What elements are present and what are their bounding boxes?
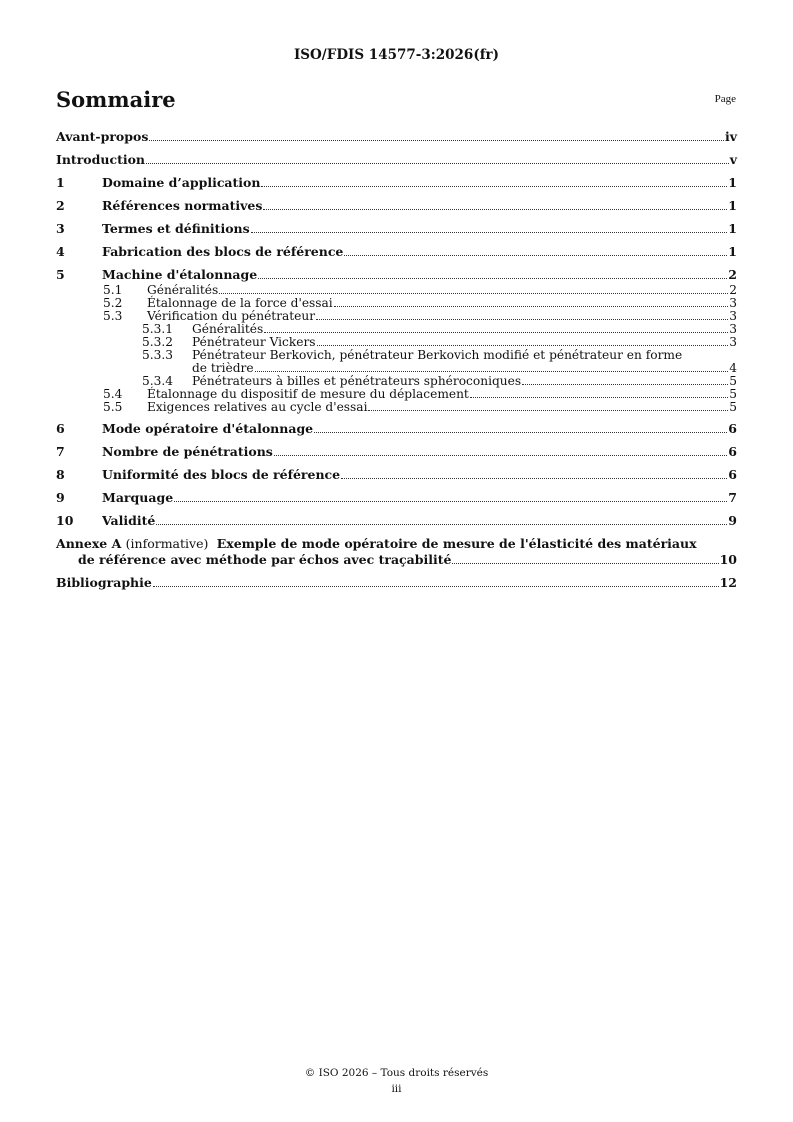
toc-entry-title: Introduction	[56, 152, 146, 167]
dot-leader	[261, 186, 727, 187]
toc-entry-5-5[interactable]	[56, 401, 737, 414]
toc-entry-number: 5.3.3	[142, 348, 174, 362]
dot-leader	[452, 563, 718, 564]
dot-leader	[264, 332, 728, 333]
page-number: iii	[391, 1083, 402, 1095]
toc-entry-page: 1	[728, 175, 737, 190]
toc-entry-number: 5.4	[103, 387, 123, 401]
toc-entry-title-line2: de référence avec méthode par échos avec traçabilité	[78, 552, 452, 567]
toc-entry-title: Nombre de pénétrations	[102, 444, 273, 459]
toc-entry-title: Généralités	[192, 322, 264, 336]
toc-entry-9[interactable]	[56, 490, 737, 506]
dot-leader	[314, 432, 727, 433]
dot-leader	[317, 345, 729, 346]
toc-entry-number: 9	[56, 490, 65, 505]
toc-entry-number: 5.2	[103, 296, 123, 310]
dot-leader	[334, 306, 729, 307]
dot-leader	[274, 455, 727, 456]
toc-entry-number: 5.3.1	[142, 322, 174, 336]
toc-entry-number: 7	[56, 444, 65, 459]
toc-entry-number: 6	[56, 421, 65, 436]
toc-entry-title: Marquage	[102, 490, 174, 505]
toc-entry-page: 1	[728, 244, 737, 259]
toc-entry-page: 4	[729, 361, 737, 375]
toc-entry-page: 5	[729, 400, 737, 414]
toc-entry-title: Pénétrateur Vickers	[192, 335, 316, 349]
toc-entry-page: 7	[728, 490, 737, 505]
toc-entry-title-line1: Exemple de mode opératoire de mesure de l'élasticité des matériaux	[216, 536, 697, 551]
dot-leader	[149, 140, 724, 141]
toc-entry-page: iv	[724, 129, 737, 144]
dot-leader	[470, 397, 728, 398]
toc-entry-title: Bibliographie	[56, 575, 152, 590]
toc-entry-title: Vérification du pénétrateur	[147, 309, 316, 323]
toc-entry-number: 1	[56, 175, 65, 190]
dot-leader	[156, 524, 727, 525]
toc-entry-page: 6	[728, 467, 737, 482]
toc-entry-title: Étalonnage du dispositif de mesure du déplacement	[147, 387, 469, 401]
toc-entry-4[interactable]	[56, 244, 737, 260]
toc-entry-page: 3	[729, 335, 737, 349]
toc-entry-number: 5.3.4	[142, 374, 174, 388]
toc-entry-title: Généralités	[147, 283, 219, 297]
toc-entry-title: Fabrication des blocs de référence	[102, 244, 344, 259]
toc-entry-title: Mode opératoire d'étalonnage	[102, 421, 314, 436]
toc-entry-page: 6	[728, 421, 737, 436]
dot-leader	[263, 209, 727, 210]
toc-entry-1[interactable]	[56, 175, 737, 191]
toc-entry-title: Étalonnage de la force d'essai	[147, 296, 333, 310]
toc-entry-annex-a[interactable]	[56, 536, 737, 568]
toc-entry-avant-propos[interactable]	[56, 129, 737, 145]
dot-leader	[341, 478, 727, 479]
toc-entry-5-3-3[interactable]	[56, 349, 737, 375]
toc-entry-page: 12	[719, 575, 737, 590]
toc-entry-number: 3	[56, 221, 65, 236]
toc-entry-page: v	[729, 152, 737, 167]
toc-entry-title: Machine d'étalonnage	[102, 267, 258, 282]
toc-entry-title: Termes et définitions	[102, 221, 250, 236]
dot-leader	[344, 255, 727, 256]
copyright-notice: © ISO 2026 – Tous droits réservés	[304, 1067, 489, 1079]
toc-entry-title-line2: de trièdre	[192, 361, 254, 375]
toc-entry-number: 5.5	[103, 400, 123, 414]
toc-entry-7[interactable]	[56, 444, 737, 460]
dot-leader	[258, 278, 727, 279]
toc-entry-page: 5	[729, 374, 737, 388]
toc-entry-page: 3	[729, 309, 737, 323]
toc-entry-page: 5	[729, 387, 737, 401]
toc-entry-number: 5.3	[103, 309, 123, 323]
toc-entry-number: 8	[56, 467, 65, 482]
toc-entry-page: 1	[728, 221, 737, 236]
toc-entry-page: 9	[728, 513, 737, 528]
toc-entry-6[interactable]	[56, 421, 737, 437]
toc-entry-number: 5.3.2	[142, 335, 174, 349]
toc-entry-page: 6	[728, 444, 737, 459]
dot-leader	[146, 163, 729, 164]
annex-informative-label: (informative)	[125, 536, 209, 551]
toc-entry-8[interactable]	[56, 467, 737, 483]
toc-entry-page: 1	[728, 198, 737, 213]
toc-entry-3[interactable]	[56, 221, 737, 237]
toc-title: Sommaire	[56, 87, 176, 112]
toc-entry-bibliographie[interactable]	[56, 575, 737, 591]
dot-leader	[368, 410, 728, 411]
annex-prefix: Annexe A	[56, 536, 122, 551]
toc-entry-page: 10	[719, 552, 737, 567]
dot-leader	[255, 371, 729, 372]
toc-entry-number: 10	[56, 513, 74, 528]
toc-entry-introduction[interactable]	[56, 152, 737, 168]
toc-entry-title: Uniformité des blocs de référence	[102, 467, 341, 482]
toc-entry-title: Pénétrateurs à billes et pénétrateurs sphéroconiques	[192, 374, 522, 388]
toc-entry-number: 2	[56, 198, 65, 213]
toc-entry-number: 4	[56, 244, 65, 259]
toc-entry-title: Exigences relatives au cycle d'essai	[147, 400, 368, 414]
toc-entry-page: 3	[729, 322, 737, 336]
page-column-label: Page	[714, 93, 736, 105]
dot-leader	[219, 293, 728, 294]
dot-leader	[522, 384, 728, 385]
toc-entry-title-line1: Pénétrateur Berkovich, pénétrateur Berkovich modifié et pénétrateur en forme	[192, 348, 683, 362]
toc-entry-page: 3	[729, 296, 737, 310]
dot-leader	[174, 501, 727, 502]
toc-entry-5[interactable]	[56, 267, 737, 283]
dot-leader	[316, 319, 728, 320]
page-footer	[0, 1065, 793, 1097]
toc-entry-title: Références normatives	[102, 198, 263, 213]
toc-entry-title: Avant-propos	[56, 129, 149, 144]
toc-entry-number: 5.1	[103, 283, 123, 297]
toc-entry-title: Validité	[102, 513, 156, 528]
dot-leader	[153, 586, 719, 587]
toc-entry-10[interactable]	[56, 513, 737, 529]
toc-entry-page: 2	[728, 267, 737, 282]
document-header: ISO/FDIS 14577-3:2026(fr)	[293, 47, 500, 63]
toc-entry-number: 5	[56, 267, 65, 282]
dot-leader	[251, 232, 728, 233]
toc-entry-2[interactable]	[56, 198, 737, 214]
table-of-contents	[56, 129, 737, 591]
toc-entry-title: Domaine d’application	[102, 175, 261, 190]
toc-entry-page: 2	[729, 283, 737, 297]
